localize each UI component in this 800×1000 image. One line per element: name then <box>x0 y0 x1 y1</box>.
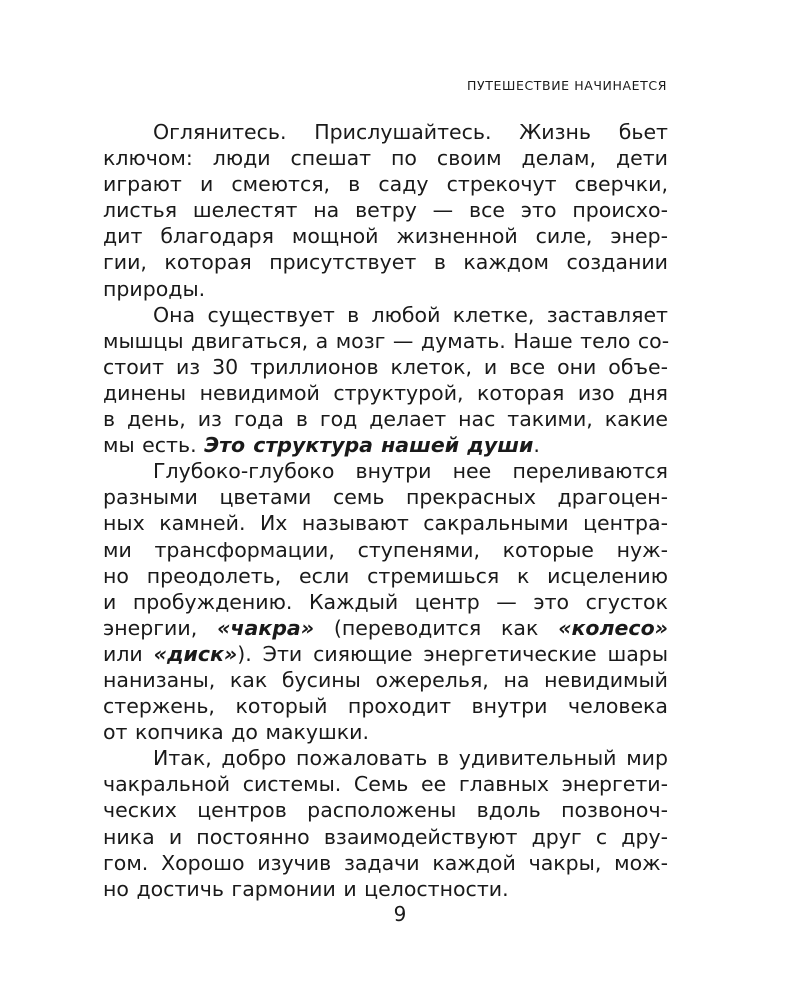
text-line: природы. <box>103 276 206 301</box>
text-line: от копчика до макушки. <box>103 720 369 745</box>
text-line: чакральной системы. Семь ее главных энергети- <box>103 772 668 797</box>
text-line: листья шелестят на ветру — все это происхо- <box>103 198 668 223</box>
emphasis-text: «чакра» <box>217 615 315 640</box>
text-line: или «диск»). Эти сияющие энергетические шары <box>103 641 669 666</box>
text-line: динены невидимой структурой, которая изо дня <box>103 380 668 405</box>
text-line: но достичь гармонии и целостности. <box>103 876 509 901</box>
text-line: в день, из года в год делает нас такими, какие <box>103 407 668 432</box>
text-line: энергии, «чакра» (переводится как «колесо» <box>103 615 668 640</box>
text-line: играют и смеются, в саду стрекочут сверчки, <box>103 172 668 197</box>
running-header: ПУТЕШЕСТВИЕ НАЧИНАЕТСЯ <box>467 78 667 93</box>
body-text <box>103 119 668 902</box>
paragraph-1 <box>103 119 668 302</box>
text-line: ческих центров расположены вдоль позвоноч- <box>103 798 668 823</box>
text-line: ми трансформации, ступенями, которые нуж- <box>103 537 668 562</box>
text-line: мышцы двигаться, а мозг — думать. Наше тело со- <box>103 328 670 353</box>
emphasis-text: «диск» <box>153 641 238 666</box>
emphasis-text: Это структура нашей души <box>204 433 534 458</box>
text-line: Она существует в любой клетке, заставляет <box>153 302 668 327</box>
text-line: ника и постоянно взаимодействуют друг с дру- <box>103 824 668 849</box>
text-line: гии, которая присутствует в каждом создании <box>103 250 668 275</box>
text-line: мы есть. Это структура нашей души. <box>103 433 540 458</box>
paragraph-3 <box>103 458 668 745</box>
text-line: Глубоко-глубоко внутри нее переливаются <box>153 459 668 484</box>
text-line: разными цветами семь прекрасных драгоцен- <box>103 485 668 510</box>
text-line: дит благодаря мощной жизненной силе, энер- <box>103 224 668 249</box>
text-line: нанизаны, как бусины ожерелья, на невидимый <box>103 667 668 692</box>
text-line: стоит из 30 триллионов клеток, и все они объе- <box>103 354 668 379</box>
paragraph-4 <box>103 745 668 902</box>
text-line: ключом: люди спешат по своим делам, дети <box>103 146 668 171</box>
text-line: стержень, который проходит внутри человека <box>103 694 668 719</box>
text-line: но преодолеть, если стремишься к исцелению <box>103 563 668 588</box>
text-line: Итак, добро пожаловать в удивительный мир <box>153 746 668 771</box>
emphasis-text: «колесо» <box>558 615 668 640</box>
text-line: ных камней. Их называют сакральными центра- <box>103 511 668 536</box>
page-number: 9 <box>393 902 407 926</box>
paragraph-2 <box>103 302 668 459</box>
text-line: Оглянитесь. Прислушайтесь. Жизнь бьет <box>153 120 668 144</box>
text-line: гом. Хорошо изучив задачи каждой чакры, мож- <box>103 850 668 875</box>
text-line: и пробуждению. Каждый центр — это сгусток <box>103 589 668 614</box>
